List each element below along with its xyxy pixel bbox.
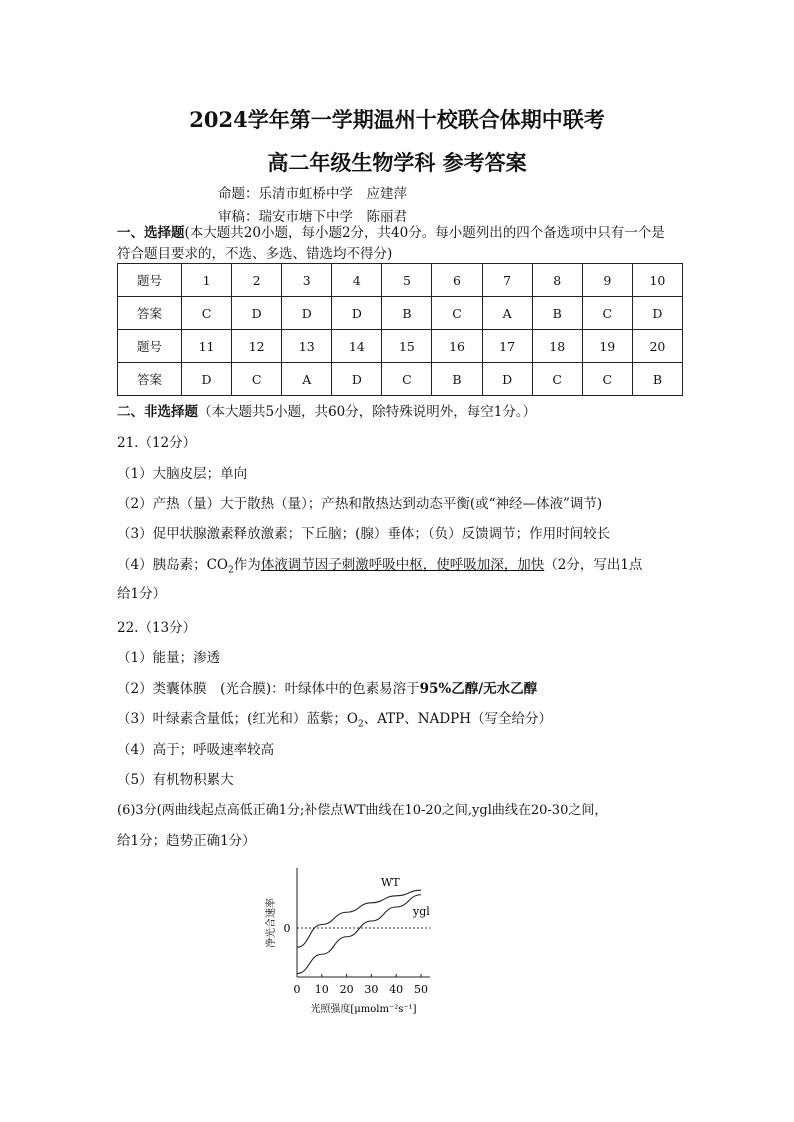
x-tick-label: 0 <box>293 983 301 996</box>
answer-header: 答案 <box>118 363 182 396</box>
answer-cell: C <box>182 297 232 330</box>
page-subtitle: 高二年级生物学科 参考答案 <box>267 150 527 175</box>
answer-cell: D <box>332 297 382 330</box>
q21-line4-part: （4）胰岛素；CO <box>117 557 228 573</box>
x-tick-label: 40 <box>389 983 404 996</box>
answer-cell: D <box>232 297 282 330</box>
question-number-cell: 20 <box>632 330 682 363</box>
section1-intro <box>117 223 677 265</box>
q21-line4 <box>117 553 642 576</box>
answer-cell: B <box>632 363 682 396</box>
question-number-cell: 3 <box>282 264 332 297</box>
answer-cell: C <box>532 363 582 396</box>
question-number-cell: 7 <box>482 264 532 297</box>
answer-cell: C <box>432 297 482 330</box>
q22-line1: （1）能量；渗透 <box>117 650 221 666</box>
q22-line5: （5）有机物积累大 <box>117 772 234 788</box>
section2-desc: （本大题共5小题，共60分，除特殊说明外，每空1分。） <box>198 404 537 420</box>
question-number-cell: 12 <box>232 330 282 363</box>
answer-cell: C <box>582 363 632 396</box>
x-tick-label: 50 <box>414 983 428 996</box>
y-axis-label: 净光合速率 <box>266 898 277 948</box>
section2-label: 二、非选择题 <box>117 404 198 420</box>
answer-table <box>117 263 683 396</box>
section1-label: 一、选择题 <box>117 225 185 241</box>
answer-cell: D <box>282 297 332 330</box>
q22-line2-part: （2）类囊体膜 (光合膜)：叶绿体中的色素易溶于 <box>117 681 420 697</box>
answer-cell: B <box>432 363 482 396</box>
q22-line2 <box>117 677 537 697</box>
section1-desc: (本大题共20小题，每小题2分，共40分。每小题列出的四个备选项中只有一个是符合题目要求的，不选、多选、错选均不得分) <box>117 225 665 262</box>
underlined-text: 刺激呼吸中枢，使呼吸加深，加快 <box>341 557 545 573</box>
question-number-cell: 10 <box>632 264 682 297</box>
light-response-chart <box>255 860 455 1025</box>
section2-intro <box>117 402 717 423</box>
subscript: 2 <box>228 565 234 576</box>
question-number-cell: 5 <box>382 264 432 297</box>
question-number-header: 题号 <box>118 330 182 363</box>
question-number-cell: 8 <box>532 264 582 297</box>
question-number-cell: 11 <box>182 330 232 363</box>
answer-cell: C <box>382 363 432 396</box>
table-row <box>118 330 683 363</box>
q21-line4-part: 作为 <box>233 557 261 573</box>
question-number-cell: 14 <box>332 330 382 363</box>
question-number-cell: 17 <box>482 330 532 363</box>
answer-cell: D <box>632 297 682 330</box>
question-number-cell: 13 <box>282 330 332 363</box>
answer-header: 答案 <box>118 297 182 330</box>
answer-cell: D <box>182 363 232 396</box>
answer-cell: D <box>482 363 532 396</box>
x-tick-label: 10 <box>314 983 329 996</box>
q22-line3 <box>117 707 552 730</box>
q21-line3: （3）促甲状腺激素释放激素；下丘脑；(腺）垂体；（负）反馈调节；作用时间较长 <box>117 526 611 542</box>
series-label-wt: WT <box>381 876 400 890</box>
zero-label: 0 <box>283 922 291 935</box>
q21-line1: （1）大脑皮层；单向 <box>117 466 248 482</box>
q22-line4: （4）高于；呼吸速率较高 <box>117 742 275 758</box>
reviewer-line: 审稿：瑞安市塘下中学 陈丽君 <box>218 209 407 225</box>
x-tick-label: 20 <box>339 983 354 996</box>
question-number-cell: 16 <box>432 330 482 363</box>
table-row <box>118 363 683 396</box>
question-number-cell: 15 <box>382 330 432 363</box>
underlined-text: 体液调节因子 <box>260 557 342 573</box>
question-number-cell: 18 <box>532 330 582 363</box>
author-line: 命题：乐清市虹桥中学 应建萍 <box>218 186 407 202</box>
answer-cell: A <box>482 297 532 330</box>
page-title: 2024学年第一学期温州十校联合体期中联考 <box>189 107 605 132</box>
q21-line4-part: （2分，写出1点 <box>544 557 643 573</box>
q22-line3-part: （3）叶绿素含量低；(红光和）蓝紫；O <box>117 711 358 727</box>
table-row <box>118 264 683 297</box>
q22-line6: (6)3分(两曲线起点高低正确1分;补偿点WT曲线在10-20之间,ygl曲线在20-30之间， <box>117 803 608 818</box>
series-line-ygl <box>297 895 421 974</box>
answer-cell: C <box>582 297 632 330</box>
question-number-cell: 1 <box>182 264 232 297</box>
q22-line2-bold: 95%乙醇/无水乙醇 <box>419 681 538 697</box>
answer-cell: A <box>282 363 332 396</box>
q21-line4-cont: 给1分） <box>117 586 167 602</box>
answer-cell: B <box>382 297 432 330</box>
q21-line2: （2）产热（量）大于散热（量）；产热和散热达到动态平衡(或“神经—体液”调节) <box>117 496 603 512</box>
q22-head: 22.（13分） <box>117 620 197 636</box>
question-number-cell: 6 <box>432 264 482 297</box>
x-axis-label: 光照强度[μmolm⁻²s⁻¹] <box>310 1004 417 1015</box>
q22-line6-cont: 给1分；趋势正确1分） <box>117 833 256 849</box>
subscript: 2 <box>357 719 364 730</box>
question-number-cell: 4 <box>332 264 382 297</box>
answer-cell: D <box>332 363 382 396</box>
answer-cell: B <box>532 297 582 330</box>
question-number-cell: 9 <box>582 264 632 297</box>
series-line-wt <box>297 890 421 947</box>
q21-head: 21.（12分） <box>117 435 197 451</box>
q22-line3-part: 、ATP、NADPH（写全给分） <box>363 711 553 727</box>
question-number-cell: 19 <box>582 330 632 363</box>
question-number-cell: 2 <box>232 264 282 297</box>
question-number-header: 题号 <box>118 264 182 297</box>
series-label-ygl: ygl <box>413 904 430 918</box>
table-row <box>118 297 683 330</box>
x-tick-label: 30 <box>364 983 379 996</box>
answer-cell: C <box>232 363 282 396</box>
